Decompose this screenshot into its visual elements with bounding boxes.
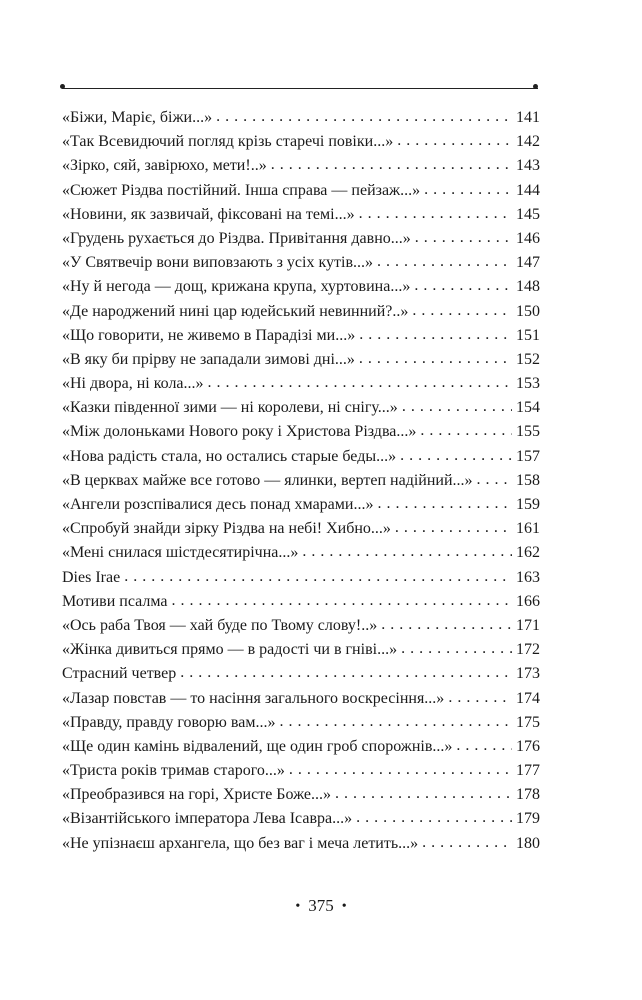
toc-entry	[62, 179, 540, 203]
toc-dot-leader	[402, 395, 512, 419]
toc-entry-title: «Що говорити, не живемо в Парадізі ми...»	[62, 326, 356, 344]
toc-entry-title: «Ні двора, ні кола...»	[62, 375, 204, 393]
toc-entry-page: 180	[516, 834, 540, 852]
folio-bullet-left: •	[295, 899, 301, 914]
folio-bullet-right: •	[341, 899, 347, 914]
toc-entry-page: 161	[516, 520, 540, 538]
toc-dot-leader	[271, 153, 512, 177]
toc-entry	[62, 493, 540, 517]
toc-entry	[62, 832, 540, 856]
toc-dot-leader	[302, 540, 512, 564]
toc-entry-page: 152	[516, 350, 540, 368]
header-rule-right-dot	[533, 84, 538, 89]
toc-dot-leader	[381, 613, 512, 637]
toc-entry-title: Мотиви псалма	[62, 592, 168, 610]
toc-entry-page: 153	[516, 375, 540, 393]
toc-entry	[62, 203, 540, 227]
toc-entry-page: 147	[516, 254, 540, 272]
toc-dot-leader	[356, 806, 512, 830]
table-of-contents	[62, 106, 540, 856]
toc-entry-title: «Біжи, Маріє, біжи...»	[62, 109, 213, 126]
toc-dot-leader	[477, 468, 512, 492]
toc-entry	[62, 251, 540, 275]
toc-entry-title: «Сюжет Різдва постійний. Інша справа — пейзаж...»	[62, 181, 421, 199]
toc-entry-title: «У Святвечір вони виповзають з усіх кутів...»	[62, 254, 374, 272]
toc-dot-leader	[359, 202, 512, 226]
toc-entry-title: «Ну й негода — дощ, крижана крупа, хуртовина...»	[62, 278, 411, 296]
toc-entry-page: 173	[516, 665, 540, 683]
toc-entry-page: 154	[516, 399, 540, 417]
toc-entry	[62, 324, 540, 348]
toc-entry	[62, 807, 540, 831]
toc-entry	[62, 469, 540, 493]
toc-dot-leader	[124, 565, 512, 589]
toc-dot-leader	[377, 492, 512, 516]
toc-entry	[62, 130, 540, 154]
toc-entry	[62, 566, 540, 590]
toc-entry-title: «Ось раба Твоя — хай буде по Твому слову!..»	[62, 616, 378, 634]
toc-entry	[62, 154, 540, 178]
toc-entry-page: 176	[516, 737, 540, 755]
toc-entry-page: 177	[516, 762, 540, 780]
toc-entry-title: «Правду, правду говорю вам...»	[62, 713, 276, 731]
toc-entry	[62, 300, 540, 324]
toc-entry-title: Страсний четвер	[62, 665, 177, 683]
toc-entry-page: 175	[516, 713, 540, 731]
header-rule	[62, 88, 538, 89]
page-number-footer	[0, 896, 642, 916]
toc-dot-leader	[415, 226, 512, 250]
toc-entry-title: «Спробуй знайди зірку Різдва на небі! Хибно...»	[62, 520, 391, 538]
toc-entry	[62, 735, 540, 759]
toc-entry-title: «Де народжений нині цар юдейський невинний?..»	[62, 302, 409, 320]
toc-dot-leader	[377, 250, 512, 274]
toc-entry	[62, 711, 540, 735]
toc-entry-page: 171	[516, 616, 540, 634]
toc-entry	[62, 348, 540, 372]
toc-dot-leader	[216, 105, 512, 129]
toc-entry-title: «Не упізнаєш архангела, що без ваг і меча летить...»	[62, 834, 419, 852]
toc-entry	[62, 372, 540, 396]
toc-dot-leader	[420, 419, 512, 443]
toc-dot-leader	[456, 734, 512, 758]
toc-entry	[62, 541, 540, 565]
toc-entry-title: «Лазар повстав — то насіння загального воскресіння...»	[62, 689, 445, 707]
toc-entry-page: 174	[516, 689, 540, 707]
toc-entry-page: 155	[516, 423, 540, 441]
toc-entry-page: 158	[516, 471, 540, 489]
toc-entry-page: 159	[516, 496, 540, 513]
toc-entry	[62, 614, 540, 638]
toc-entry	[62, 687, 540, 711]
toc-entry-page: 178	[516, 786, 540, 804]
toc-dot-leader	[395, 516, 512, 540]
toc-entry-title: «Жінка дивиться прямо — в радості чи в гніві...»	[62, 641, 398, 659]
toc-entry-title: «Казки південної зими — ні королеви, ні снігу...»	[62, 399, 398, 417]
toc-entry-title: «Ще один камінь відвалений, ще один гроб спорожнів...»	[62, 737, 453, 755]
toc-entry	[62, 783, 540, 807]
toc-entry-title: «В церквах майже все готово — ялинки, вертеп надійний...»	[62, 471, 473, 489]
toc-entry-title: «Нова радість стала, но остались старые беды...»	[62, 447, 397, 465]
toc-entry-title: «В яку би прірву не западали зимові дні...»	[62, 350, 355, 368]
toc-entry-page: 148	[516, 278, 540, 296]
toc-dot-leader	[172, 589, 513, 613]
toc-entry	[62, 590, 540, 614]
toc-entry-title: «Мені снилася шістдесятирічна...»	[62, 544, 299, 562]
toc-entry-title: «Триста років тримав старого...»	[62, 762, 285, 780]
toc-entry-page: 150	[516, 302, 540, 320]
toc-dot-leader	[424, 178, 512, 202]
toc-entry-page: 162	[516, 544, 540, 562]
toc-dot-leader	[401, 637, 512, 661]
toc-dot-leader	[279, 710, 512, 734]
toc-entry	[62, 445, 540, 469]
toc-entry	[62, 396, 540, 420]
toc-dot-leader	[359, 347, 512, 371]
toc-entry-title: «Грудень рухається до Різдва. Привітання давно...»	[62, 229, 411, 247]
toc-entry	[62, 662, 540, 686]
toc-dot-leader	[359, 323, 512, 347]
toc-dot-leader	[414, 274, 512, 298]
toc-dot-leader	[208, 371, 512, 395]
toc-entry-page: 142	[516, 133, 540, 151]
toc-entry	[62, 275, 540, 299]
toc-entry-page: 163	[516, 568, 540, 586]
toc-entry	[62, 420, 540, 444]
toc-dot-leader	[400, 444, 512, 468]
toc-dot-leader	[397, 129, 512, 153]
toc-entry-title: «Між долоньками Нового року і Христова Різдва...»	[62, 423, 417, 441]
toc-entry-page: 146	[516, 229, 540, 247]
toc-dot-leader	[180, 661, 512, 685]
toc-entry-title: «Новини, як зазвичай, фіксовані на темі...»	[62, 205, 355, 223]
toc-dot-leader	[412, 299, 512, 323]
toc-entry-page: 141	[516, 109, 540, 126]
toc-dot-leader	[289, 758, 512, 782]
toc-entry-title: «Так Всевидючий погляд крізь старечі повіки...»	[62, 133, 394, 151]
toc-entry-title: «Ангели розспівалися десь понад хмарами...»	[62, 496, 374, 513]
toc-entry-page: 145	[516, 205, 540, 223]
toc-dot-leader	[448, 686, 512, 710]
toc-entry-title: Dies Irae	[62, 568, 121, 586]
toc-entry-page: 144	[516, 181, 540, 199]
toc-entry	[62, 759, 540, 783]
toc-entry-title: «Візантійського імператора Лева Ісавра...»	[62, 810, 353, 828]
toc-dot-leader	[422, 831, 512, 855]
toc-entry-page: 143	[516, 157, 540, 175]
toc-dot-leader	[335, 782, 512, 806]
toc-entry	[62, 106, 540, 130]
toc-entry-page: 172	[516, 641, 540, 659]
toc-entry	[62, 638, 540, 662]
toc-entry-title: «Преобразився на горі, Христе Боже...»	[62, 786, 332, 804]
toc-entry	[62, 517, 540, 541]
page-number: 375	[308, 896, 334, 915]
toc-entry-title: «Зірко, сяй, завірюхо, мети!..»	[62, 157, 267, 175]
toc-entry-page: 151	[516, 326, 540, 344]
toc-entry-page: 179	[516, 810, 540, 828]
toc-entry-page: 166	[516, 592, 540, 610]
toc-entry-page: 157	[516, 447, 540, 465]
toc-entry	[62, 227, 540, 251]
